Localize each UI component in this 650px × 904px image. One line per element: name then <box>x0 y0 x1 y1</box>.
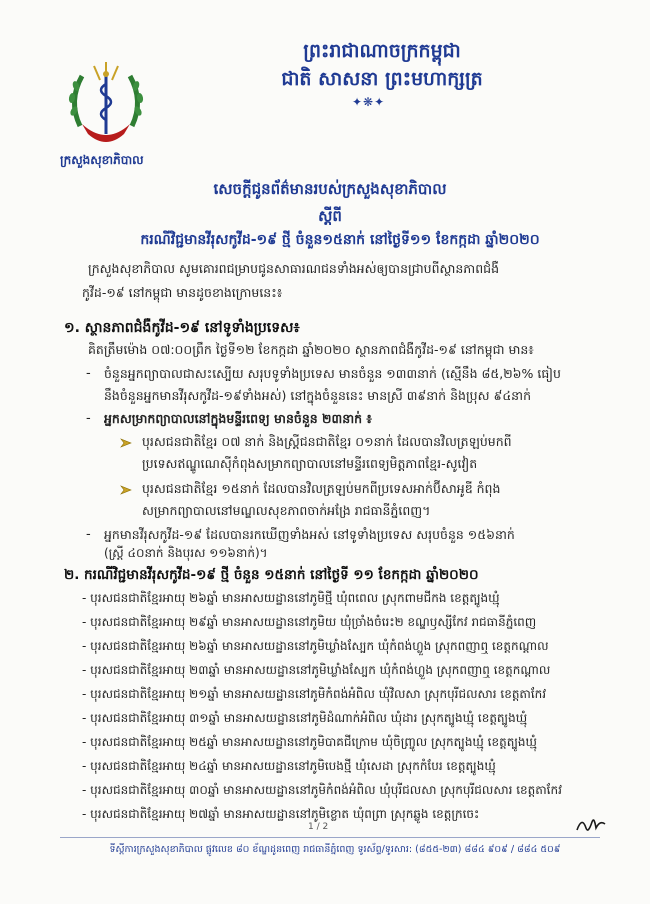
treating-sub-1-line-1: បុរសជនជាតិខ្មែរ ០៧ នាក់ និងស្ត្រីជនជាតិខ្មែរ ០១នាក់ ដែលបានវិលត្រឡប់មកពី <box>142 434 512 449</box>
document-subtitle-about: ស្តីពី <box>318 207 342 225</box>
ministry-logo-icon <box>60 56 152 166</box>
intro-line-2: កូវីដ-១៩ នៅកម្ពុជា មានដូចខាងក្រោមនេះ៖ <box>82 285 283 300</box>
case-item: - បុរសជនជាតិខ្មែរអាយុ ២៥ឆ្នាំ មានអាសយដ្ឋាននៅភូមិបាគជីក្រោម ឃុំចិញ្ច្រូល ស្រុកត្បូងឃ្មុំ ខេត្តត្បូងឃ្មុំ <box>82 735 537 749</box>
footer-divider <box>60 837 600 838</box>
section-1-heading: ១. ស្ថានភាពជំងឺកូវីដ-១៩ នៅទូទាំងប្រទេស៖ <box>64 320 300 336</box>
case-item: - បុរសជនជាតិខ្មែរអាយុ ២៦ឆ្នាំ មានអាសយដ្ឋាននៅភូមិឃ្លាំងស្បែក ឃុំកំពង់ហ្លួង ស្រុកពញាឮ ខេត្តកណ្តាល <box>82 639 549 653</box>
cured-line-2: នឹងចំនួនអ្នកមានវីរុសកូវីដ-១៩ទាំងអស់) នៅក្នុងចំនួននេះ មានស្រី ៣៩នាក់ និងប្រុស ៩៤នាក់ <box>104 388 532 403</box>
page-number: 1 / 2 <box>308 822 329 832</box>
as-of-statement: គិតត្រឹមម៉ោង ០៧:០០ព្រឹក ថ្ងៃទី១២ ខែកក្កដា ឆ្នាំ២០២០ ស្ថានភាពជំងឺកូវីដ-១៩ នៅកម្ពុជា មាន៖ <box>88 342 534 357</box>
national-motto: ជាតិ សាសនា ព្រះមហាក្សត្រ <box>281 68 483 90</box>
document-title: សេចក្តីជូនព័ត៌មានរបស់ក្រសួងសុខាភិបាល <box>213 180 447 198</box>
section-2-heading: ២. ករណីវិជ្ជមានវីរុសកូវីដ-១៩ ថ្មី ចំនួន ១៥នាក់ នៅថ្ងៃទី ១១ ខែកក្កដា ឆ្នាំ២០២០ <box>64 567 479 583</box>
case-item: - បុរសជនជាតិខ្មែរអាយុ ៣០ឆ្នាំ មានអាសយដ្ឋាននៅភូមិកំពង់អំពិល ឃុំបុរីជលសា ស្រុកបុរីជលសារ ខេត្តតាកែវ <box>82 783 562 797</box>
total-line-1: អ្នកមានវីរុសកូវីដ-១៩ ដែលបានរកឃើញទាំងអស់ នៅទូទាំងប្រទេស សរុបចំនួន ១៥៦នាក់ <box>104 527 515 542</box>
intro-line-1: ក្រសួងសុខាភិបាល សូមគោរពជម្រាបជូនសាធារណជនទាំងអស់ឲ្យបានជ្រាបពីស្ថានភាពជំងឺ <box>88 261 500 276</box>
case-item: - បុរសជនជាតិខ្មែរអាយុ ២៩ឆ្នាំ មានអាសយដ្ឋាននៅភូមិយ ឃុំច្រាំងចំរេះ២ ខណ្ឌឫស្សីកែវ រាជធានីភ្នំពេញ <box>82 615 537 629</box>
case-item: - បុរសជនជាតិខ្មែរអាយុ ២១ឆ្នាំ មានអាសយដ្ឋាននៅភូមិកំពង់អំពិល ឃុំវិលសា ស្រុកបុរីជលសារ ខេត្តតាកែវ <box>82 687 547 701</box>
case-item: - បុរសជនជាតិខ្មែរអាយុ ២៦ឆ្នាំ មានអាសយដ្ឋាននៅភូមិថ្មី ឃុំពពេល ស្រុកពាមជីកង ខេត្តត្បូងឃ្មុំ <box>82 591 500 605</box>
case-item: - បុរសជនជាតិខ្មែរអាយុ ២៣ឆ្នាំ មានអាសយដ្ឋាននៅភូមិឃ្លាំងស្បែក ឃុំកំពង់ហ្លួង ស្រុកពញាឮ ខេត្តកណ្តាល <box>82 663 551 677</box>
cured-line-1: ចំនួនអ្នកព្យាបាលជាសះស្បើយ សរុបទូទាំងប្រទេស មានចំនួន ១៣៣នាក់ (ស្មើនឹង ៨៥,២៦% ធៀប <box>104 366 561 381</box>
footer-address: ទីស្តីការក្រសួងសុខាភិបាល ផ្លូវលេខ ៨០ ខ័ណ្ឌដូនពេញ រាជធានីភ្នំពេញ ទូរស័ព្ទ/ទូរសារ: (៨៥៥-២៣) ៨៨៤ ៩០៩ / ៨៨៤ ៥០៩ <box>109 844 561 855</box>
kingdom-title: ព្រះរាជាណាចក្រកម្ពុជា <box>303 40 461 62</box>
treating-sub-2-line-1: បុរសជនជាតិខ្មែរ ១៥នាក់ ដែលបានវិលត្រឡប់មកពីប្រទេសអាក់ប៊ីសាអូឌី កំពុង <box>142 481 501 496</box>
ministry-name: ក្រសួងសុខាភិបាល <box>60 153 144 167</box>
treating-sub-2-line-2: សម្រាកព្យាបាលនៅមណ្ឌលសុខភាពចាក់អង្រែ រាជធានីភ្នំពេញ។ <box>142 503 431 518</box>
case-item: - បុរសជនជាតិខ្មែរអាយុ ២៤ឆ្នាំ មានអាសយដ្ឋាននៅភូមិបេងថ្មី ឃុំសេដា ស្រុកកំបែរ ខេត្តត្បូងឃ្មុំ <box>82 759 496 773</box>
treating-line: អ្នកសម្រាកព្យាបាលនៅក្នុងមន្ទីរពេទ្យ មានចំនួន ២៣នាក់ ៖ <box>104 411 372 426</box>
case-item: - បុរសជនជាតិខ្មែរអាយុ ២៧ឆ្នាំ មានអាសយដ្ឋាននៅភូមិខ្លោត ឃុំពព្រា ស្រុកឆ្លូង ខេត្តក្រចេះ <box>82 807 480 821</box>
case-item: - បុរសជនជាតិខ្មែរអាយុ ៣១ឆ្នាំ មានអាសយដ្ឋាននៅភូមិដំណាក់អំពិល ឃុំដារ ស្រុកត្បូងឃ្មុំ ខេត្តត្បូងឃ្មុំ <box>82 711 528 725</box>
document-subject: ករណីវិជ្ជមានវីរុសកូវីដ-១៩ ថ្មី ចំនួន១៥នាក់ នៅថ្ងៃទី១១ ខែកក្កដា ឆ្នាំ២០២០ <box>140 232 540 248</box>
ornament-divider: ✦❋✦ <box>352 95 386 109</box>
dash-bullet: - <box>86 366 91 381</box>
dash-bullet: - <box>86 527 91 542</box>
total-line-2: (ស្ត្រី ៤០នាក់ និងបុរស ១១៦នាក់)។ <box>104 546 268 560</box>
treating-sub-1-line-2: ប្រទេសឥណ្ឌូណេស៊ីកំពុងសម្រាកព្យាបាលនៅមន្ទីរពេទ្យមិត្តភាពខ្មែរ-សូវៀត <box>142 456 478 471</box>
dash-bullet: - <box>86 411 91 426</box>
